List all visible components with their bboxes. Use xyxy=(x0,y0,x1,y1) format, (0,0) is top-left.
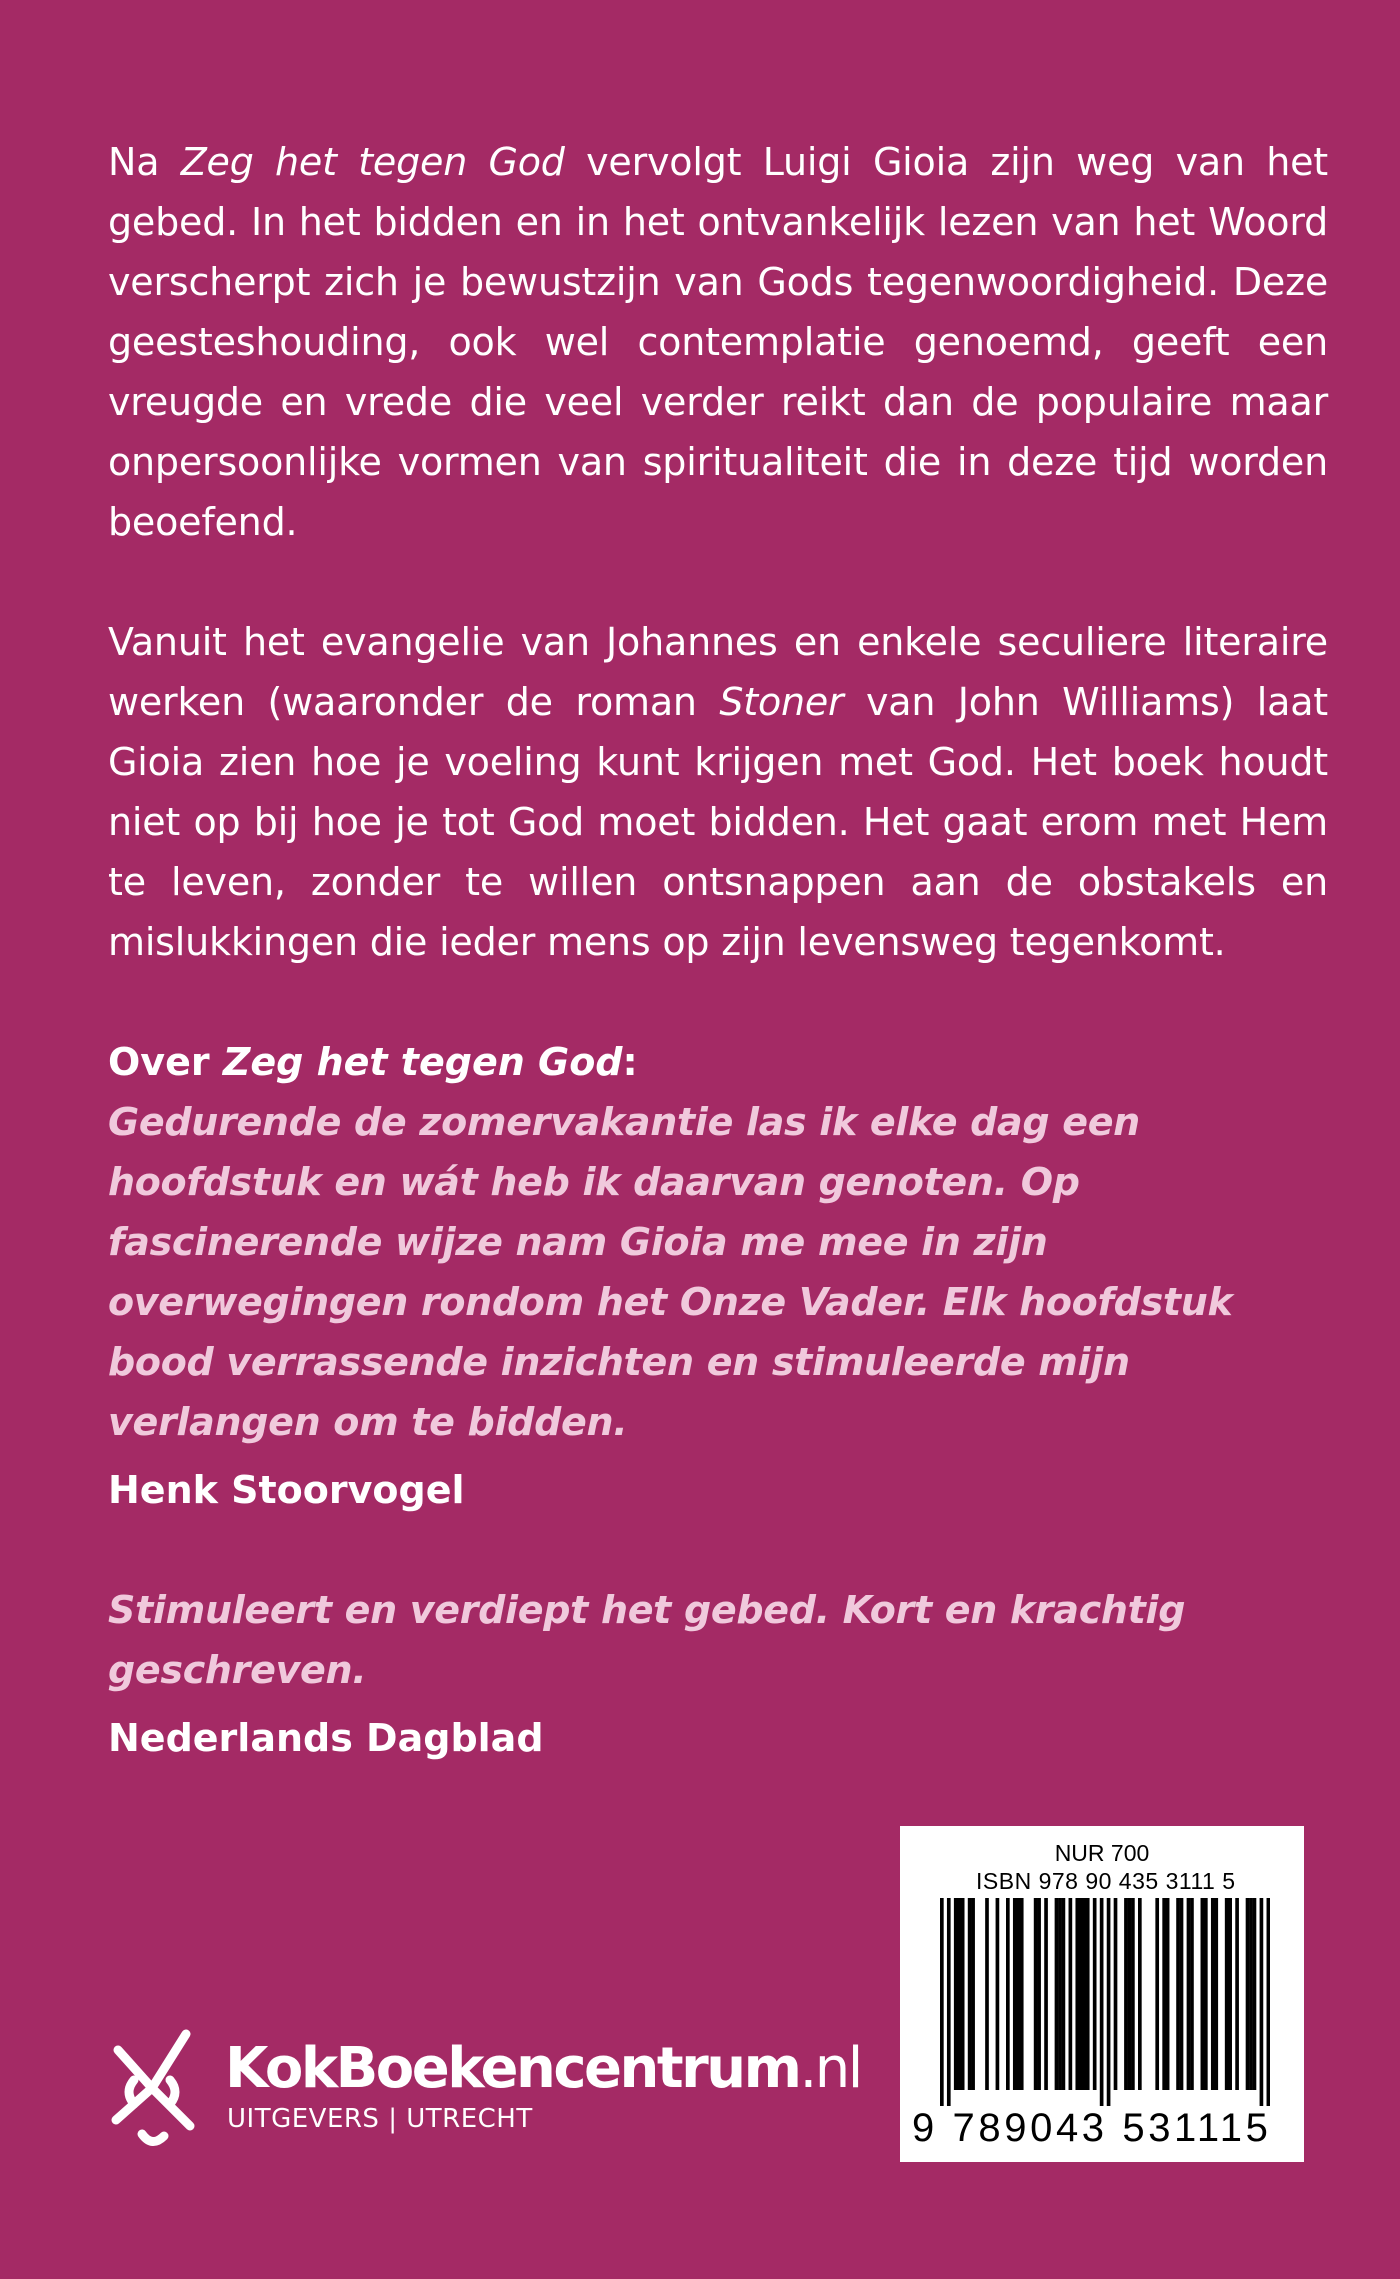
back-cover-text xyxy=(108,132,1328,1828)
barcode-bar xyxy=(1037,1898,1041,2090)
description-paragraph: Vanuit het evangelie van Johannes en enkele seculiere literaire werken (waaronder de roman Stoner van John Williams) laat Gioia zien hoe je voeling kunt krijgen met God. Het boek houdt niet op bij hoe je tot God moet bidden. Het gaat erom met Hem te leven, zonder te willen ontsnappen aan de obstakels en mislukkingen die ieder mens op zijn levensweg tegenkomt. xyxy=(108,620,1328,964)
barcode-bar xyxy=(1162,1898,1166,2090)
review-quote-1: Gedurende de zomervakantie las ik elke dag een hoofdstuk en wát heb ik daarvan genoten. Op fascinerende wijze nam Gioia me mee in zijn overwegingen rondom het Onze Vader. Elk hoofdstuk bood verrassende inzichten en stimuleerde mijn verlangen om te bidden. xyxy=(108,1100,1233,1444)
barcode-bar xyxy=(1006,1898,1010,2090)
barcode-bar xyxy=(968,1898,972,2090)
barcode-bar xyxy=(1086,1898,1090,2090)
intro-paragraph: Na Zeg het tegen God vervolgt Luigi Gioia zijn weg van het gebed. In het bidden en in het ontvankelijk lezen van het Woord verscherpt zich je bewustzijn van Gods tegenwoordigheid. Deze geesteshouding, ook wel contemplatie genoemd, geeft een vreugde en vrede die veel verder reikt dan de populaire maar onpersoonlijke vormen van spiritualiteit die in deze tijd worden beoefend. xyxy=(108,140,1328,544)
barcode-bar xyxy=(1190,1898,1194,2090)
review-quote-2: Stimuleert en verdiept het gebed. Kort en krachtig geschreven. xyxy=(108,1588,1186,1692)
reviews-heading: Over Zeg het tegen God: xyxy=(108,1040,638,1084)
barcode-digits: 9 789043 531115 xyxy=(912,2106,1272,2150)
barcode-bar xyxy=(1114,1898,1118,2090)
barcode-bar xyxy=(1044,1898,1048,2090)
isbn-number: ISBN 978 90 435 3111 5 xyxy=(976,1868,1236,1894)
nur-code: NUR 700 xyxy=(1054,1840,1150,1866)
barcode-bar xyxy=(1107,1898,1111,2106)
barcode-bar xyxy=(1176,1898,1180,2090)
barcode-bar xyxy=(1155,1898,1159,2090)
barcode-bar xyxy=(1079,1898,1083,2090)
isbn-barcode-panel xyxy=(900,1826,1304,2162)
barcode-bar xyxy=(1214,1898,1218,2090)
barcode-bar xyxy=(1228,1898,1232,2090)
barcode-bar xyxy=(1034,1898,1038,2090)
barcode-bar xyxy=(1016,1898,1020,2090)
barcode-bar xyxy=(1211,1898,1215,2090)
barcode-bar xyxy=(1093,1898,1097,2090)
barcode-bar xyxy=(1055,1898,1059,2090)
review-source-1: Henk Stoorvogel xyxy=(108,1468,465,1512)
novel-title: Stoner xyxy=(719,680,844,724)
barcode-bar xyxy=(961,1898,965,2090)
barcode-bar xyxy=(1069,1898,1073,2090)
barcode-bar xyxy=(1075,1898,1079,2090)
barcode-bar xyxy=(957,1898,961,2090)
barcode-bar xyxy=(1204,1898,1208,2090)
barcode-bar xyxy=(947,1898,951,2106)
barcode-bar xyxy=(1187,1898,1191,2090)
barcode-bar xyxy=(1180,1898,1184,2090)
barcode-bar xyxy=(996,1898,1000,2090)
barcode-bar xyxy=(1100,1898,1104,2106)
publisher-name: KokBoekencentrum.nl xyxy=(225,2036,861,2101)
barcode-bar xyxy=(1253,1898,1257,2090)
barcode-bar xyxy=(1020,1898,1024,2090)
barcode-bar xyxy=(1260,1898,1264,2106)
barcode-bar xyxy=(1128,1898,1132,2090)
publisher-subtitle: UITGEVERS | UTRECHT xyxy=(227,2104,533,2134)
barcode-bar xyxy=(940,1898,944,2106)
barcode-bar xyxy=(1201,1898,1205,2090)
barcode-bar xyxy=(1062,1898,1066,2090)
barcode-bar xyxy=(1138,1898,1142,2090)
publisher-logo-icon xyxy=(104,2022,200,2156)
barcode-bar xyxy=(1058,1898,1062,2090)
barcode-bar xyxy=(1013,1898,1017,2090)
barcode-bar xyxy=(1235,1898,1239,2090)
barcode-bar xyxy=(1131,1898,1135,2090)
book-title: Zeg het tegen God xyxy=(180,140,565,184)
review-source-2: Nederlands Dagblad xyxy=(108,1716,544,1760)
barcode-bar xyxy=(954,1898,958,2090)
barcode-bar xyxy=(1166,1898,1170,2090)
barcode-bar xyxy=(1267,1898,1270,2106)
barcode-bar xyxy=(1124,1898,1128,2090)
barcode-bar xyxy=(1082,1898,1086,2090)
barcode-bar xyxy=(985,1898,989,2090)
barcode-bar xyxy=(1249,1898,1253,2090)
barcode-graphic xyxy=(940,1898,1270,2106)
barcode-bar xyxy=(1225,1898,1229,2090)
barcode-bar xyxy=(971,1898,975,2090)
barcode-bar xyxy=(1246,1898,1250,2090)
